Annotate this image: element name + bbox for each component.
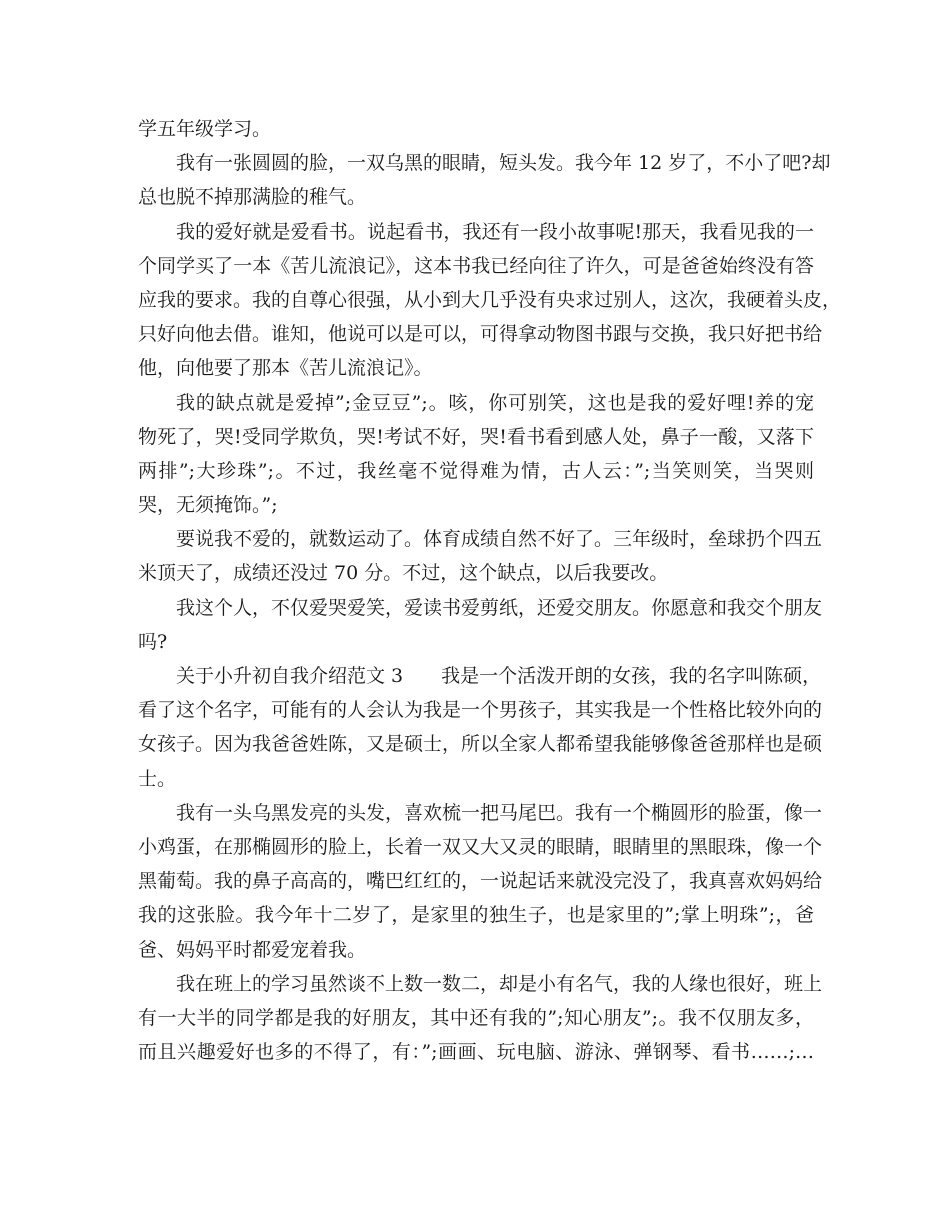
text-line: 哭，无须掩饰。”;	[138, 494, 278, 517]
text-line: 我有一张圆圆的脸，一双乌黑的眼睛，短头发。我今年 12 岁了，不小了吧?却	[176, 152, 831, 175]
document-body	[138, 112, 842, 1069]
text-line: 爸、妈妈平时都爱宠着我。	[138, 938, 367, 961]
text-line: 两排”;大珍珠”;。不过，我丝毫不觉得难为情，古人云：”;当笑则笑，当哭则	[138, 459, 814, 482]
text-line: 学五年级学习。	[138, 118, 272, 140]
text-line: 士。	[138, 767, 177, 790]
text-line: 应我的要求。我的自尊心很强，从小到大几乎没有央求过别人，这次，我硬着头皮，	[138, 288, 842, 311]
text-line: 黑葡萄。我的鼻子高高的，嘴巴红红的，一说起话来就没完没了，我真喜欢妈妈给	[138, 870, 823, 893]
text-line: 我的缺点就是爱掉”;金豆豆”;。咳，你可别笑，这也是我的爱好哩!养的宠	[176, 391, 814, 414]
text-line: 而且兴趣爱好也多的不得了，有：”;画画、玩电脑、游泳、弹钢琴、看书……;…	[138, 1041, 814, 1064]
text-line: 只好向他去借。谁知，他说可以是可以，可得拿动物图书跟与交换，我只好把书给	[138, 323, 823, 346]
text-line: 我的这张脸。我今年十二岁了，是家里的独生子，也是家里的”;掌上明珠”;，爸	[138, 904, 814, 927]
text-line: 要说我不爱的，就数运动了。体育成绩自然不好了。三年级时，垒球扔个四五	[176, 528, 823, 551]
text-line: 个同学买了一本《苦儿流浪记》，这本书我已经向往了许久，可是爸爸始终没有答	[138, 254, 814, 277]
text-line: 他，向他要了那本《苦儿流浪记》。	[138, 357, 433, 380]
text-line: 看了这个名字，可能有的人会认为我是一个男孩子，其实我是一个性格比较外向的	[138, 699, 823, 722]
text-line: 我在班上的学习虽然谈不上数一数二，却是小有名气，我的人缘也很好，班上	[176, 972, 823, 995]
text-line: 总也脱不掉那满脸的稚气。	[138, 186, 367, 209]
text-line: 小鸡蛋，在那椭圆形的脸上，长着一双又大又灵的眼睛，眼睛里的黑眼珠，像一个	[138, 835, 823, 858]
text-line: 物死了，哭!受同学欺负，哭!考试不好，哭!看书看到感人处，鼻子一酸，又落下	[138, 425, 814, 448]
text-line: 我的爱好就是爱看书。说起看书，我还有一段小故事呢!那天，我看见我的一	[176, 220, 814, 243]
text-line: 我有一头乌黑发亮的头发，喜欢梳一把马尾巴。我有一个椭圆形的脸蛋，像一	[176, 801, 823, 824]
text-line: 有一大半的同学都是我的好朋友，其中还有我的”;知心朋友”;。我不仅朋友多，	[138, 1006, 814, 1029]
text-line: 吗?	[138, 630, 168, 653]
text-line: 米顶天了，成绩还没过 70 分。不过，这个缺点，以后我要改。	[138, 562, 669, 585]
text-line: 关于小升初自我介绍范文 3 我是一个活泼开朗的女孩，我的名字叫陈硕，	[176, 665, 822, 687]
text-line: 女孩子。因为我爸爸姓陈，又是硕士，所以全家人都希望我能够像爸爸那样也是硕	[138, 733, 823, 756]
text-line: 我这个人，不仅爱哭爱笑，爱读书爱剪纸，还爱交朋友。你愿意和我交个朋友	[176, 596, 823, 619]
